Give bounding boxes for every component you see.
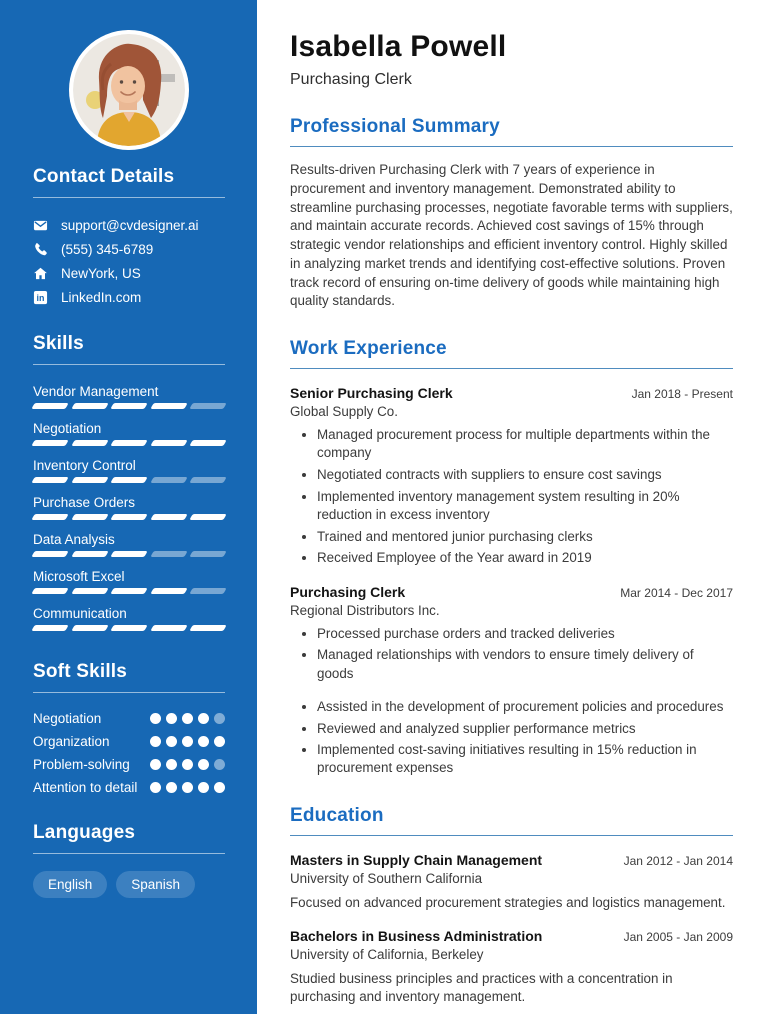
skill-dot <box>166 736 177 747</box>
school-name: University of Southern California <box>290 870 483 886</box>
skill-label: Purchase Orders <box>33 495 136 510</box>
contact-item <box>33 218 225 233</box>
skill-label: Communication <box>33 606 127 621</box>
contact-item-text: (555) 345-6789 <box>61 242 154 257</box>
education-list <box>290 852 733 1007</box>
job-bullet: • Negotiated contracts with suppliers to ensure cost savings <box>317 466 733 484</box>
education-header <box>290 928 733 944</box>
soft-skill-label: Problem-solving <box>33 757 130 772</box>
skill-segment <box>110 514 147 520</box>
education-dates: Jan 2012 - Jan 2014 <box>623 853 733 868</box>
skill-segment <box>31 551 68 557</box>
job-title: Purchasing Clerk <box>290 583 406 600</box>
skill-segment <box>110 477 147 483</box>
languages-heading: Languages <box>33 822 225 854</box>
person-name: Isabella Powell <box>290 30 507 63</box>
skill-dot <box>214 736 225 747</box>
main-content <box>257 0 768 1014</box>
contact-item-text: NewYork, US <box>61 266 141 281</box>
job-header <box>290 385 733 401</box>
skill-level-bar <box>33 514 225 520</box>
skill-label: Negotiation <box>33 421 102 436</box>
skill-dot <box>150 759 161 770</box>
contact-item <box>33 242 225 257</box>
job-entry <box>290 385 733 568</box>
skill-segment <box>110 440 147 446</box>
skill-item <box>33 495 225 520</box>
contact-item <box>33 290 225 305</box>
skill-segment <box>190 588 227 594</box>
soft-skill-item <box>33 779 225 796</box>
education-description: Studied business principles and practices with a concentration in purchasing and inventory management. <box>290 970 673 1005</box>
skills-section <box>33 333 225 631</box>
job-company: Regional Distributors Inc. <box>290 602 440 618</box>
contact-list <box>33 218 225 305</box>
job-bullet: • Processed purchase orders and tracked deliveries <box>317 625 733 643</box>
school-name: University of California, Berkeley <box>290 946 484 962</box>
sidebar <box>0 0 257 1014</box>
languages-section <box>33 822 225 898</box>
skill-segment <box>71 588 108 594</box>
job-bullet: • Managed relationships with vendors to ensure timely delivery of goods <box>317 646 733 682</box>
profile-photo-illustration <box>73 34 185 146</box>
person-job-title: Purchasing Clerk <box>290 71 412 88</box>
skill-item <box>33 384 225 409</box>
soft-skill-label: Organization <box>33 734 110 749</box>
skill-segment <box>150 477 187 483</box>
skill-segment <box>31 514 68 520</box>
job-bullets <box>290 426 733 568</box>
skill-segment <box>150 625 187 631</box>
job-bullet: • Trained and mentored junior purchasing clerks <box>317 528 733 546</box>
skill-dot <box>214 713 225 724</box>
languages-list <box>33 871 225 898</box>
skill-segment <box>31 477 68 483</box>
skill-level-bar <box>33 403 225 409</box>
home-icon <box>33 266 48 281</box>
skill-segment <box>31 588 68 594</box>
skill-dot <box>198 736 209 747</box>
degree-title: Masters in Supply Chain Management <box>290 851 543 868</box>
experience-section <box>290 338 733 778</box>
job-bullet: • Reviewed and analyzed supplier performance metrics <box>317 720 733 738</box>
skill-level-bar <box>33 477 225 483</box>
skill-segment <box>71 625 108 631</box>
skill-segment <box>71 440 108 446</box>
skill-item <box>33 569 225 594</box>
skill-label: Microsoft Excel <box>33 569 125 584</box>
skill-label: Data Analysis <box>33 532 115 547</box>
soft-skills-section <box>33 661 225 796</box>
avatar <box>69 30 189 150</box>
jobs-list <box>290 385 733 778</box>
skill-segment <box>31 440 68 446</box>
linkedin-icon <box>33 290 48 305</box>
skill-label: Vendor Management <box>33 384 159 399</box>
skill-segment <box>110 588 147 594</box>
skill-segment <box>110 403 147 409</box>
skill-segment <box>190 514 227 520</box>
soft-skills-list <box>33 710 225 796</box>
contact-section <box>33 166 225 305</box>
skill-segment <box>150 403 187 409</box>
skill-segment <box>110 625 147 631</box>
skill-level-bar <box>33 440 225 446</box>
job-dates: Jan 2018 - Present <box>631 387 733 402</box>
job-bullet: • Assisted in the development of procurement policies and procedures <box>317 698 733 716</box>
skill-dot <box>166 713 177 724</box>
skill-dot <box>214 759 225 770</box>
contact-item-text: support@cvdesigner.ai <box>61 218 199 233</box>
education-entry <box>290 928 733 1006</box>
job-bullet: • Managed procurement process for multiple departments within the company <box>317 426 733 462</box>
soft-skill-label: Attention to detail <box>33 780 138 795</box>
skill-dot <box>150 782 161 793</box>
skill-dot <box>166 759 177 770</box>
svg-text:in: in <box>36 293 45 304</box>
job-header <box>290 584 733 600</box>
skill-segment <box>71 514 108 520</box>
soft-skill-dots <box>150 779 225 793</box>
skill-dot <box>198 782 209 793</box>
soft-skill-item <box>33 733 225 750</box>
job-bullets <box>290 625 733 778</box>
summary-heading: Professional Summary <box>290 116 733 147</box>
job-bullet: • Implemented inventory management system resulting in 20% reduction in excess inventory <box>317 488 733 524</box>
skill-dot <box>166 782 177 793</box>
soft-skill-label: Negotiation <box>33 711 102 726</box>
skill-segment <box>71 551 108 557</box>
skill-segment <box>150 588 187 594</box>
skills-heading: Skills <box>33 333 225 365</box>
email-icon <box>33 218 48 233</box>
job-bullet: • Implemented cost-saving initiatives resulting in 15% reduction in procurement expenses <box>317 741 733 777</box>
skill-segment <box>150 440 187 446</box>
skill-segment <box>190 551 227 557</box>
job-dates: Mar 2014 - Dec 2017 <box>620 585 733 600</box>
contact-item-text: LinkedIn.com <box>61 290 142 305</box>
skill-item <box>33 606 225 631</box>
soft-skill-dots <box>150 756 225 770</box>
skill-dot <box>150 713 161 724</box>
phone-icon <box>33 242 48 257</box>
skill-level-bar <box>33 551 225 557</box>
skill-item <box>33 458 225 483</box>
skill-segment <box>71 403 108 409</box>
education-section <box>290 805 733 1007</box>
summary-section <box>290 116 733 311</box>
skill-dot <box>182 713 193 724</box>
job-company: Global Supply Co. <box>290 404 398 420</box>
skill-segment <box>31 625 68 631</box>
degree-title: Bachelors in Business Administration <box>290 927 543 944</box>
skill-segment <box>190 403 227 409</box>
summary-text: Results-driven Purchasing Clerk with 7 years of experience in procurement and inventory management. Demonstrated ability to streamline purchasing processes, negotiate favorable terms with suppliers, and maintain accurate records. Achieved cost savings of 15% through strategic vendor relationships and efficient inventory control. Highly skilled in analyzing market trends and identifying cost-effective solutions. Proven track record of ensuring on-time delivery of goods while maintaining high quality standards. <box>290 162 733 309</box>
soft-skill-dots <box>150 710 225 724</box>
skill-segment <box>150 551 187 557</box>
job-title: Senior Purchasing Clerk <box>290 385 453 402</box>
skill-dot <box>214 782 225 793</box>
skill-item <box>33 532 225 557</box>
skill-segment <box>190 477 227 483</box>
skills-list <box>33 384 225 631</box>
skill-dot <box>182 759 193 770</box>
skill-dot <box>182 782 193 793</box>
education-dates: Jan 2005 - Jan 2009 <box>623 929 733 944</box>
job-entry <box>290 584 733 778</box>
experience-heading: Work Experience <box>290 338 733 369</box>
skill-dot <box>182 736 193 747</box>
contact-heading: Contact Details <box>33 166 225 198</box>
skill-item <box>33 421 225 446</box>
education-heading: Education <box>290 805 733 836</box>
skill-segment <box>110 551 147 557</box>
education-entry <box>290 852 733 912</box>
skill-level-bar <box>33 625 225 631</box>
language-pill: Spanish <box>116 871 195 898</box>
soft-skills-heading: Soft Skills <box>33 661 225 693</box>
education-header <box>290 852 733 868</box>
soft-skill-item <box>33 710 225 727</box>
skill-dot <box>198 759 209 770</box>
soft-skill-item <box>33 756 225 773</box>
skill-segment <box>150 514 187 520</box>
skill-segment <box>190 625 227 631</box>
skill-segment <box>31 403 68 409</box>
skill-dot <box>198 713 209 724</box>
skill-segment <box>190 440 227 446</box>
language-pill: English <box>33 871 107 898</box>
skill-level-bar <box>33 588 225 594</box>
education-description: Focused on advanced procurement strategies and logistics management. <box>290 894 726 910</box>
soft-skill-dots <box>150 733 225 747</box>
skill-label: Inventory Control <box>33 458 136 473</box>
contact-item <box>33 266 225 281</box>
job-bullet: • Received Employee of the Year award in 2019 <box>317 549 733 567</box>
skill-segment <box>71 477 108 483</box>
skill-dot <box>150 736 161 747</box>
